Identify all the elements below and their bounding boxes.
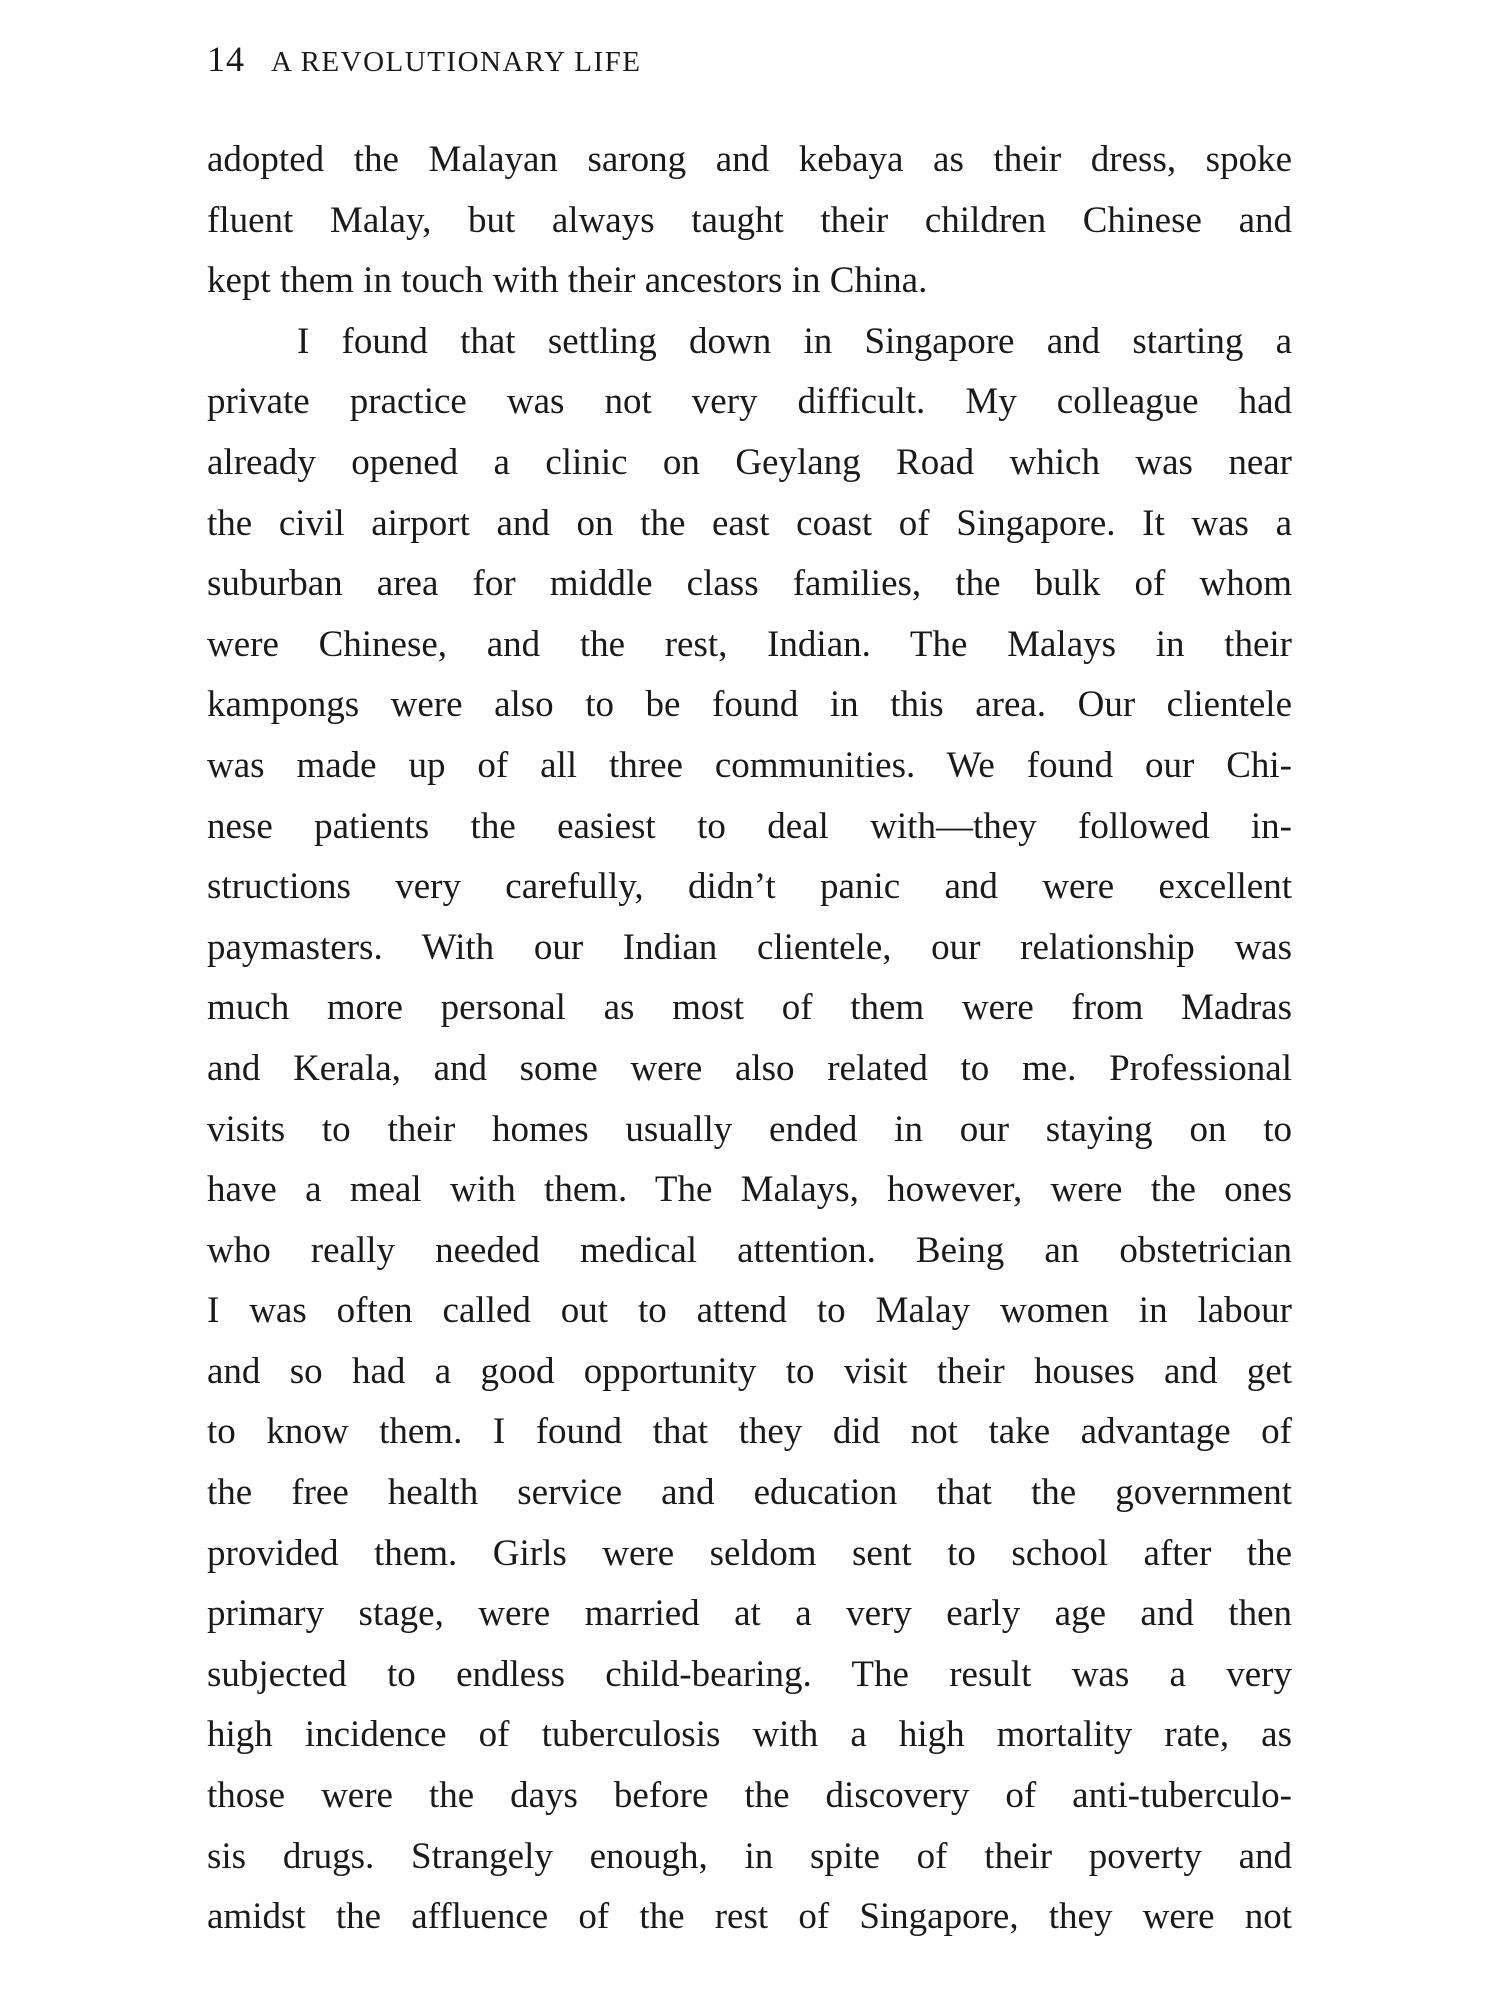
text-line: the civil airport and on the east coast of Singapore. It was a <box>207 502 1292 544</box>
text-line: nese patients the easiest to deal with—they followed in- <box>207 805 1292 847</box>
text-line: primary stage, were married at a very early age and then <box>207 1593 1292 1635</box>
text-line: subjected to endless child-bearing. The result was a very <box>207 1653 1292 1695</box>
text-line: I was often called out to attend to Malay women in labour <box>207 1290 1292 1332</box>
text-line: who really needed medical attention. Being an obstetrician <box>207 1229 1292 1271</box>
text-line: amidst the affluence of the rest of Singapore, they were not <box>207 1896 1292 1938</box>
text-line: have a meal with them. The Malays, however, were the ones <box>207 1169 1292 1211</box>
text-line: suburban area for middle class families, the bulk of whom <box>207 563 1292 605</box>
text-line: provided them. Girls were seldom sent to school after the <box>207 1532 1292 1574</box>
text-line: and so had a good opportunity to visit their houses and get <box>207 1350 1292 1392</box>
text-line: kampongs were also to be found in this area. Our clientele <box>207 684 1292 726</box>
text-line: kept them in touch with their ancestors in China. <box>207 260 928 302</box>
text-line: visits to their homes usually ended in our staying on to <box>207 1108 1292 1150</box>
running-head <box>207 38 641 88</box>
text-line: the free health service and education that the government <box>207 1472 1292 1514</box>
text-line: private practice was not very difficult. My colleague had <box>207 381 1292 423</box>
text-line: paymasters. With our Indian clientele, our relationship was <box>207 926 1292 968</box>
text-line: structions very carefully, didn’t panic and were excellent <box>207 866 1292 908</box>
text-line: were Chinese, and the rest, Indian. The Malays in their <box>207 623 1292 665</box>
page-number: 14 <box>207 39 245 79</box>
text-line: and Kerala, and some were also related to me. Professional <box>207 1047 1292 1089</box>
text-line: sis drugs. Strangely enough, in spite of their poverty and <box>207 1835 1292 1877</box>
text-line: much more personal as most of them were from Madras <box>207 987 1292 1029</box>
text-line: fluent Malay, but always taught their children Chinese and <box>207 199 1292 241</box>
text-line: adopted the Malayan sarong and kebaya as their dress, spoke <box>207 139 1292 180</box>
text-line: those were the days before the discovery of anti-tuberculo- <box>207 1775 1292 1817</box>
text-line: I found that settling down in Singapore and starting a <box>297 320 1292 362</box>
body-text <box>207 130 1292 1948</box>
text-line: to know them. I found that they did not take advantage of <box>207 1411 1292 1453</box>
text-line: high incidence of tuberculosis with a high mortality rate, as <box>207 1714 1292 1756</box>
text-line: already opened a clinic on Geylang Road which was near <box>207 441 1292 483</box>
text-line: was made up of all three communities. We found our Chi- <box>207 744 1292 786</box>
book-title: A REVOLUTIONARY LIFE <box>271 46 642 78</box>
